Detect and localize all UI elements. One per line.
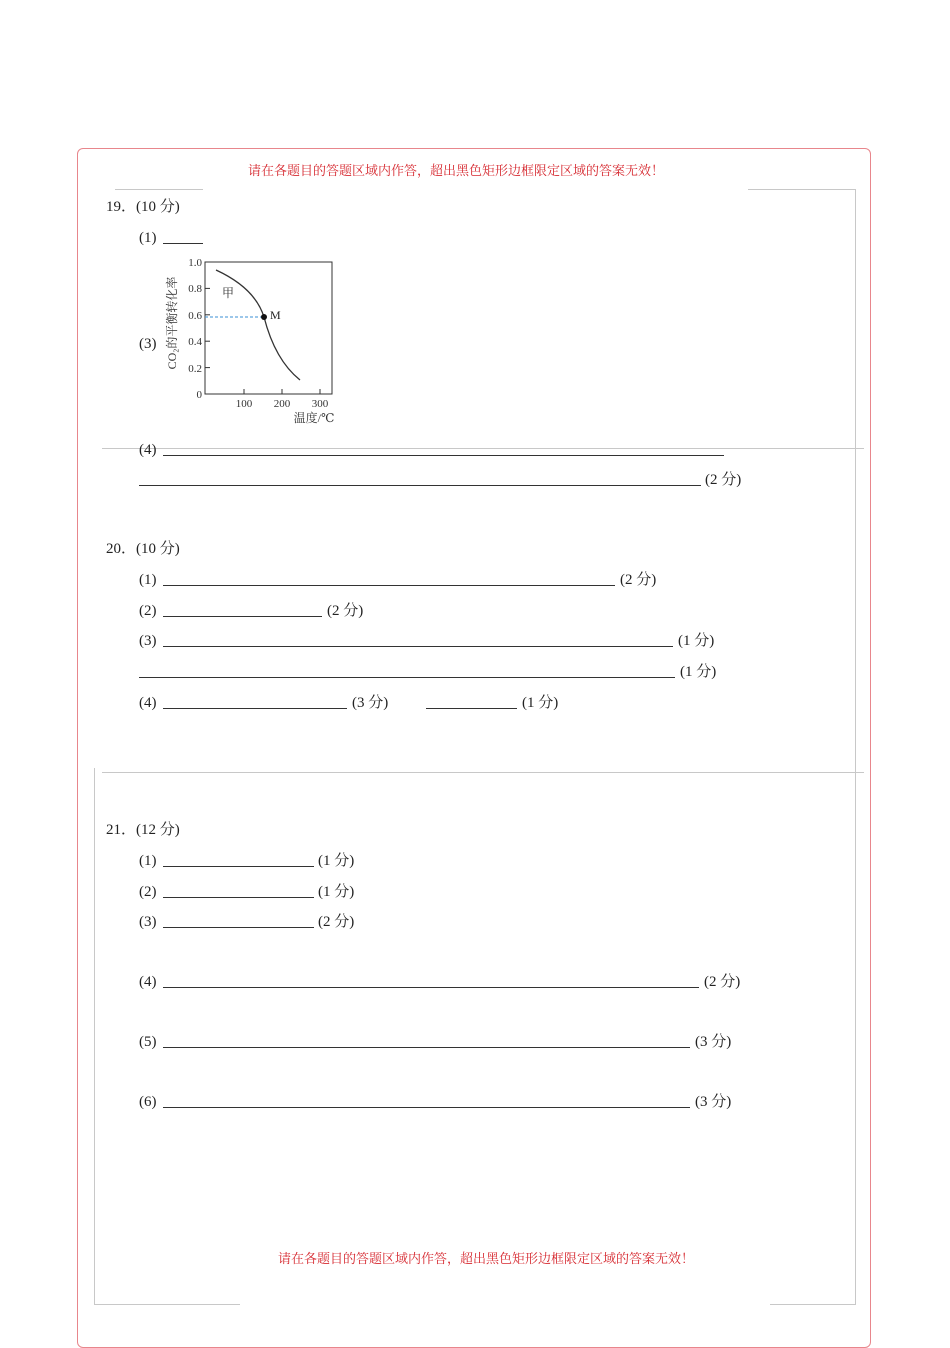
q20-title: 20．(10 分) [106,541,180,557]
q21-part1-answer-blank[interactable] [163,866,314,867]
q21-part3-label: (3) [139,914,157,930]
q20-part3-answer-blank[interactable] [163,646,673,647]
q21-part2-label: (2) [139,884,157,900]
q20-part3-label: (3) [139,633,157,649]
q19-part1-label: (1) [139,230,157,246]
inner-frame-bottom-right [770,1304,856,1305]
q20-part4-answer-blank-2[interactable] [426,708,517,709]
q19-title: 19．(10 分) [106,199,180,215]
inner-frame-top-right [748,189,856,190]
y-axis-label: CO₂的平衡转化率 [165,276,179,370]
x-tick-label: 300 [311,398,329,410]
warning-bottom: 请在各题目的答题区域内作答，超出黑色矩形边框限定区域的答案无效！ [278,1252,695,1267]
q20-part1-label: (1) [139,572,157,588]
q19-part3-label: (3) [139,336,157,352]
inner-frame-right [855,189,856,1305]
q21-part1-label: (1) [139,853,157,869]
q21-part4-label: (4) [139,974,157,990]
q21-part2-answer-blank[interactable] [163,897,314,898]
point-m-label: M [270,308,281,322]
y-tick-label: 1.0 [188,257,202,269]
q21-part2-score: (1 分) [318,884,355,900]
y-tick-label: 0.2 [188,363,202,375]
q19-part4-answer-blank-2[interactable] [139,485,701,486]
x-tick-label: 200 [273,398,291,410]
section-divider-2 [102,772,864,773]
inner-frame-top-left [115,189,203,190]
q21-part1-score: (1 分) [318,853,355,869]
q21-part5-label: (5) [139,1034,157,1050]
q20-part4-score: (3 分) [352,695,389,711]
section-divider-1 [102,448,864,449]
q20-part2-label: (2) [139,603,157,619]
inner-frame-left [94,768,95,1305]
q21-part5-score: (3 分) [695,1034,732,1050]
q20-part2-score: (2 分) [327,603,364,619]
y-tick-label: 0.6 [188,310,202,322]
q19-part1-answer-blank[interactable] [163,243,203,244]
q21-part4-answer-blank[interactable] [163,987,699,988]
curve-label-jia: 甲 [222,286,235,300]
q21-part3-answer-blank[interactable] [163,927,314,928]
q20-part2-answer-blank[interactable] [163,616,322,617]
q20-part1-score: (2 分) [620,572,657,588]
q21-part4-score: (2 分) [704,974,741,990]
x-axis-label: 温度/℃ [293,411,335,425]
co2-conversion-graph [160,250,350,430]
q20-part4b-score: (1 分) [522,695,559,711]
q20-part3-answer-blank-2[interactable] [139,677,675,678]
q21-title: 21．(12 分) [106,822,180,838]
q19-part4-score: (2 分) [705,472,742,488]
q19-part4-answer-blank[interactable] [163,455,724,456]
x-tick-label: 100 [235,398,253,410]
q20-part4-answer-blank[interactable] [163,708,347,709]
y-tick-label: 0.4 [188,336,202,348]
q21-part6-score: (3 分) [695,1094,732,1110]
point-m-marker [261,314,267,320]
q19-part4-label: (4) [139,442,157,458]
q21-part5-answer-blank[interactable] [163,1047,690,1048]
y-tick-label: 0.8 [188,283,202,295]
q21-part6-answer-blank[interactable] [163,1107,690,1108]
q20-part3b-score: (1 分) [680,664,717,680]
warning-top: 请在各题目的答题区域内作答，超出黑色矩形边框限定区域的答案无效！ [248,164,665,179]
inner-frame-bottom-left [94,1304,240,1305]
q20-part3-score: (1 分) [678,633,715,649]
graph-frame [205,262,332,394]
q20-part4-label: (4) [139,695,157,711]
q21-part6-label: (6) [139,1094,157,1110]
q20-part1-answer-blank[interactable] [163,585,615,586]
y-tick-label: 0 [196,389,202,401]
q21-part3-score: (2 分) [318,914,355,930]
